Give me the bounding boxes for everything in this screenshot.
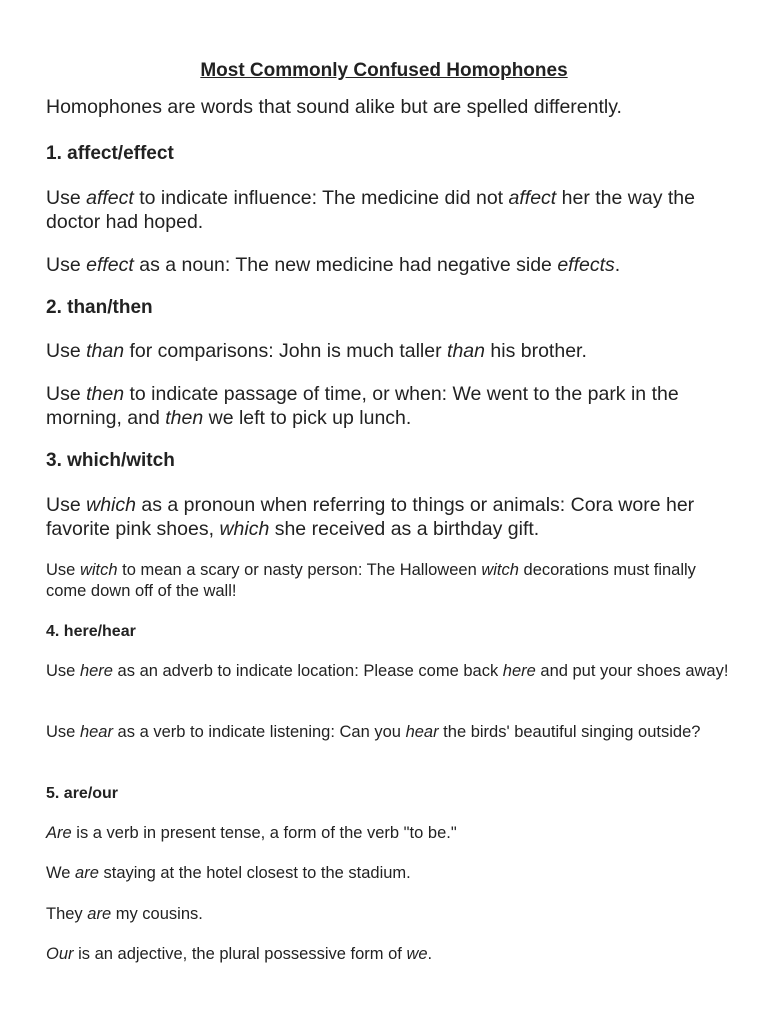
section-heading-affect-effect: 1. affect/effect (46, 143, 174, 164)
paragraph-hear-usage: Use hear as a verb to indicate listening: Can you hear the birds' beautiful singing outside? (46, 723, 701, 741)
paragraph-are-example-2: They are my cousins. (46, 905, 203, 923)
paragraph-which-usage: Use which as a pronoun when referring to things or animals: Cora wore her favorite pink shoes, which she received as a birthday gift. (46, 494, 695, 540)
paragraph-are-example-1: We are staying at the hotel closest to the stadium. (46, 864, 411, 882)
section-heading-here-hear: 4. here/hear (46, 623, 136, 640)
section-heading-than-then: 2. than/then (46, 297, 153, 318)
paragraph-witch-usage: Use witch to mean a scary or nasty person: The Halloween witch decorations must finally come down off of the wall! (46, 561, 696, 600)
section-heading-are-our: 5. are/our (46, 785, 119, 802)
paragraph-affect-usage: Use affect to indicate influence: The medicine did not affect her the way the doctor had hoped. (46, 187, 695, 233)
page-title: Most Commonly Confused Homophones (200, 60, 568, 81)
paragraph-then-usage: Use then to indicate passage of time, or when: We went to the park in the morning, and then we left to pick up lunch. (46, 383, 679, 429)
paragraph-than-usage: Use than for comparisons: John is much taller than his brother. (46, 340, 587, 362)
paragraph-here-usage: Use here as an adverb to indicate location: Please come back here and put your shoes away! (46, 662, 729, 680)
paragraph-are-definition: Are is a verb in present tense, a form of the verb "to be." (46, 824, 457, 842)
paragraph-our-definition: Our is an adjective, the plural possessive form of we. (46, 945, 433, 963)
section-heading-which-witch: 3. which/witch (46, 450, 175, 471)
intro-paragraph: Homophones are words that sound alike but are spelled differently. (46, 96, 622, 118)
paragraph-effect-usage: Use effect as a noun: The new medicine had negative side effects. (46, 254, 621, 276)
